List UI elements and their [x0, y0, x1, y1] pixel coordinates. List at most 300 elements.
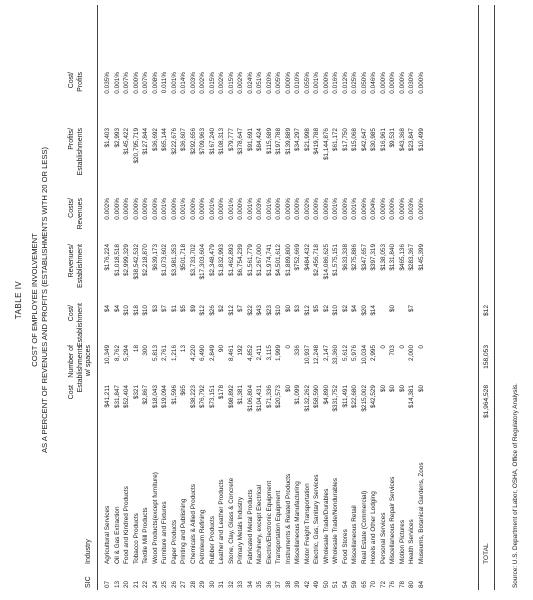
header-num-est-3: w/ spaces: [85, 345, 92, 377]
row-industry: Furniture and Fixtures: [161, 501, 168, 564]
header-cost-est-2: Establishment: [76, 303, 84, 347]
row-profit-per-establishment: $9,531: [389, 128, 396, 148]
row-cost-over-profit: 0.035%: [104, 72, 111, 94]
table-row: [274, 0, 284, 600]
row-cost-over-revenue: 0.000%: [237, 198, 244, 220]
table-row: [151, 0, 161, 600]
row-cost: $0: [379, 385, 387, 393]
row-revenue-per-establishment: $176,224: [104, 244, 111, 271]
row-cost: $1,381: [237, 385, 244, 405]
row-profit-per-establishment: $139,889: [284, 128, 292, 155]
total-label: TOTAL: [483, 543, 490, 564]
row-cost-over-profit: 0.016%: [332, 72, 339, 94]
row-cost-over-profit: 0.030%: [408, 72, 415, 94]
row-cost-per-establishment: $7: [161, 305, 168, 313]
row-cost-over-revenue: 0.000%: [322, 198, 330, 220]
table-row: [141, 0, 151, 600]
row-industry: Paper Products: [170, 519, 178, 564]
row-num-establishments: 0: [379, 345, 387, 349]
row-revenue-per-establishment: $38,542,532: [132, 244, 140, 280]
row-revenue-per-establishment: $501,718: [180, 244, 187, 271]
row-cost-over-profit: 0.005%: [275, 72, 282, 94]
row-profit-per-establishment: $1,144,876: [322, 128, 330, 160]
row-cost-over-profit: 0.024%: [246, 72, 254, 94]
row-cost-per-establishment: $10: [142, 305, 149, 316]
row-num-establishments: 90: [218, 345, 225, 353]
table-label: TABLE IV: [14, 280, 23, 320]
row-cost-over-revenue: 0.000%: [379, 198, 387, 220]
row-cost-over-revenue: 0.001%: [246, 198, 254, 220]
row-industry: Instruments & Related Products: [284, 473, 292, 564]
row-profit-per-establishment: $30,985: [370, 128, 377, 152]
row-cost-per-establishment: $0: [389, 305, 396, 313]
row-revenue-per-establishment: $1,974,741: [265, 244, 273, 276]
row-num-establishments: 2,761: [161, 345, 168, 361]
table-row: [265, 0, 275, 600]
row-industry: Food and Kindred Products: [123, 486, 130, 564]
row-industry: Real Estate (Commercial): [360, 490, 368, 564]
row-profit-per-establishment: $2,993: [113, 128, 121, 148]
row-revenue-per-establishment: $6,754,239: [237, 244, 244, 276]
row-cost: $98,892: [227, 385, 235, 409]
row-profit-per-establishment: $42,647: [360, 128, 368, 152]
table-row: [122, 0, 132, 600]
row-sic: 37: [275, 580, 282, 588]
row-profit-per-establishment: $419,788: [313, 128, 320, 155]
total-rule: [478, 5, 479, 590]
row-revenue-per-establishment: $2,218,870: [142, 244, 149, 276]
row-cost: $19,094: [161, 385, 168, 409]
row-revenue-per-establishment: $1,561,779: [246, 244, 254, 276]
row-industry: Chemicals & Allied Products: [189, 484, 197, 564]
row-profit-per-establishment: $10,499: [417, 128, 425, 152]
table-row: [369, 0, 379, 600]
row-cost-per-establishment: $5: [180, 305, 187, 313]
row-sic: 20: [123, 580, 130, 588]
row-cost-per-establishment: $7: [408, 305, 415, 313]
row-cost-per-establishment: $22: [246, 305, 254, 316]
row-num-establishments: 2,000: [408, 345, 415, 361]
row-revenue-per-establishment: $347,657: [360, 244, 368, 271]
row-cost-over-revenue: 0.000%: [113, 198, 121, 220]
row-cost: $22,680: [351, 385, 358, 409]
row-num-establishments: 1,999: [275, 345, 282, 361]
table-row: [179, 0, 189, 600]
table-row: [160, 0, 170, 600]
row-cost: $20,573: [275, 385, 282, 409]
row-cost-over-revenue: 0.003%: [256, 198, 263, 220]
row-profit-per-establishment: $36,607: [180, 128, 187, 152]
row-cost-per-establishment: $2: [322, 305, 330, 313]
row-cost-over-profit: 0.008%: [151, 72, 159, 94]
row-cost-over-revenue: 0.000%: [398, 198, 406, 220]
row-num-establishments: 3,115: [265, 345, 273, 361]
table-row: [360, 0, 370, 600]
row-num-establishments: 2,849: [208, 345, 216, 361]
row-revenue-per-establishment: $1,889,800: [284, 244, 292, 276]
row-profit-per-establishment: $23,847: [408, 128, 415, 152]
table-row: [208, 0, 218, 600]
row-revenue-per-establishment: $3,733,702: [189, 244, 197, 276]
row-cost-over-revenue: 0.001%: [351, 198, 358, 220]
row-sic: 80: [408, 580, 415, 588]
row-revenue-per-establishment: $484,432: [303, 244, 311, 271]
row-cost-per-establishment: $1: [170, 305, 178, 313]
bottom-rule: [494, 5, 495, 590]
header-industry: Industry: [85, 539, 92, 564]
row-cost-over-revenue: 0.001%: [265, 198, 273, 220]
row-cost-over-profit: 0.007%: [142, 72, 149, 94]
page-title: COST OF EMPLOYEE INVOLVEMENT: [30, 233, 39, 367]
row-cost-per-establishment: $5: [313, 305, 320, 313]
row-industry: Museums, Botanical Gardens, Zoos: [417, 462, 425, 564]
row-cost: $2,867: [142, 385, 149, 405]
row-cost-per-establishment: $18: [132, 305, 140, 316]
row-cost-over-revenue: 0.001%: [161, 198, 168, 220]
row-num-establishments: 6,490: [199, 345, 206, 361]
row-profit-per-establishment: $61,172: [332, 128, 339, 152]
row-sic: 27: [180, 580, 187, 588]
row-sic: 59: [351, 580, 358, 588]
table-row: [132, 0, 142, 600]
row-cost: $1,099: [294, 385, 301, 405]
table-row: [236, 0, 246, 600]
row-cost: $1,596: [170, 385, 178, 405]
row-cost-over-profit: 0.003%: [189, 72, 197, 94]
row-cost-over-revenue: 0.002%: [303, 198, 311, 220]
row-cost-per-establishment: $10: [332, 305, 339, 316]
table-row: [417, 0, 427, 600]
row-revenue-per-establishment: $2,456,718: [313, 244, 320, 276]
row-revenue-per-establishment: $639,173: [151, 244, 159, 271]
row-sic: 84: [417, 580, 425, 588]
table-row: [398, 0, 408, 600]
row-profit-per-establishment: $43,368: [398, 128, 406, 152]
row-num-establishments: 12,248: [313, 345, 320, 365]
total-cost-per-est: $12: [483, 305, 490, 317]
row-revenue-per-establishment: $17,303,604: [199, 244, 206, 280]
row-cost: $58,590: [313, 385, 320, 409]
row-num-establishments: 1,216: [170, 345, 178, 361]
header-rev-est-2: Establishment: [76, 244, 84, 288]
row-cost-over-profit: 0.010%: [294, 72, 301, 94]
row-revenue-per-establishment: $2,348,479: [208, 244, 216, 276]
row-sic: 29: [199, 580, 206, 588]
row-cost-per-establishment: $3: [151, 305, 159, 313]
header-cost-rev-2: Revenues: [76, 198, 84, 230]
row-cost-per-establishment: $9: [189, 305, 197, 313]
row-profit-per-establishment: $65,144: [161, 128, 168, 152]
row-cost: $52,404: [123, 385, 130, 409]
row-num-establishments: 0: [417, 345, 425, 349]
row-industry: Textile Mill Products: [142, 507, 149, 564]
row-num-establishments: 5,813: [151, 345, 159, 361]
row-sic: 78: [398, 580, 406, 588]
row-industry: Machinery, except Electrical: [256, 484, 263, 564]
page-subtitle: AS A PERCENT OF REVENUES AND PROFITS (ESTABLISHMENTS WITH 20 OR LESS): [40, 146, 49, 454]
row-cost-over-profit: 0.011%: [161, 72, 168, 94]
row-sic: 13: [113, 580, 121, 588]
row-profit-per-establishment: $127,844: [142, 128, 149, 155]
row-cost-over-revenue: 0.000%: [142, 198, 149, 220]
row-num-establishments: 192: [237, 345, 244, 356]
row-cost-per-establishment: $10: [123, 305, 130, 316]
table-row: [170, 0, 180, 600]
row-cost-per-establishment: $23: [265, 305, 273, 316]
header-cost: Cost: [68, 385, 75, 400]
row-industry: Food Stores: [341, 529, 349, 564]
row-revenue-per-establishment: $465,136: [398, 244, 406, 271]
row-cost: $76,792: [199, 385, 206, 409]
total-cost: $1,964,528: [483, 385, 490, 419]
row-cost-over-profit: 0.001%: [313, 72, 320, 94]
header-cost-rev-1: Costs/: [68, 198, 75, 218]
row-sic: 21: [132, 580, 140, 588]
row-profit-per-establishment: $709,963: [199, 128, 206, 155]
table-row: [113, 0, 123, 600]
row-cost: $0: [389, 385, 396, 393]
row-cost: $31,847: [113, 385, 121, 409]
header-prof-est-1: Profits/: [68, 128, 75, 150]
row-sic: 38: [284, 580, 292, 588]
row-profit-per-establishment: $16,961: [379, 128, 387, 152]
row-revenue-per-establishment: $1,462,893: [227, 244, 235, 276]
row-cost: $104,431: [256, 385, 263, 412]
row-cost: $132,262: [303, 385, 311, 412]
row-sic: 72: [379, 580, 387, 588]
row-num-establishments: 300: [142, 345, 149, 356]
row-cost: $321: [132, 385, 140, 400]
row-cost-over-profit: 0.000%: [284, 72, 292, 94]
row-revenue-per-establishment: $4,501,612: [275, 244, 282, 276]
row-sic: 49: [313, 580, 320, 588]
header-sic: SIC: [85, 576, 92, 588]
row-industry: Primary Metals Industry: [237, 496, 244, 564]
row-cost-per-establishment: $4: [104, 305, 111, 313]
row-revenue-per-establishment: $145,399: [417, 244, 425, 271]
row-cost-per-establishment: $4: [351, 305, 358, 313]
header-rev-est-1: Revenues/: [68, 244, 75, 278]
row-cost-per-establishment: $2: [341, 305, 349, 313]
table-row: [350, 0, 360, 600]
row-industry: Hotels and Other Lodging: [370, 491, 377, 564]
row-revenue-per-establishment: $1,267,000: [256, 244, 263, 276]
table-row: [189, 0, 199, 600]
row-num-establishments: 5,294: [123, 345, 130, 361]
row-cost-over-profit: 0.001%: [113, 72, 121, 94]
row-num-establishments: 336: [294, 345, 301, 356]
row-cost: $65: [180, 385, 187, 396]
row-industry: Leather and Leather Products: [218, 479, 225, 564]
row-revenue-per-establishment: $275,886: [351, 244, 358, 271]
row-cost-over-profit: 0.001%: [170, 72, 178, 94]
row-cost: $4,890: [322, 385, 330, 405]
row-cost: $0: [284, 385, 292, 393]
row-industry: Miscellaneous Manufacturing: [294, 481, 301, 564]
row-num-establishments: 33,360: [332, 345, 339, 365]
row-industry: Electric/Electronic Equipment: [265, 480, 273, 564]
row-sic: 28: [189, 580, 197, 588]
row-industry: Rubber Products: [208, 516, 216, 564]
row-cost-per-establishment: $26: [208, 305, 216, 316]
row-profit-per-establishment: $79,777: [227, 128, 235, 152]
header-cost-prof-2: Profits: [76, 72, 84, 92]
row-cost-over-profit: 0.000%: [132, 72, 140, 94]
row-cost-per-establishment: $14: [370, 305, 377, 316]
row-num-establishments: 4,220: [189, 345, 197, 361]
row-profit-per-establishment: $378,647: [237, 128, 244, 155]
row-num-establishments: 4,852: [246, 345, 254, 361]
row-sic: 33: [237, 580, 244, 588]
row-cost-over-profit: 0.002%: [218, 72, 225, 94]
row-num-establishments: 2,411: [256, 345, 263, 361]
row-cost-over-profit: 0.051%: [256, 72, 263, 94]
row-profit-per-establishment: $167,240: [208, 128, 216, 155]
header-num-est-1: Number of: [68, 345, 75, 378]
row-cost-per-establishment: $20: [360, 305, 368, 316]
row-num-establishments: 8,461: [227, 345, 235, 361]
table-row: [312, 0, 322, 600]
row-revenue-per-establishment: $283,367: [408, 244, 415, 271]
row-cost-over-revenue: 0.000%: [123, 198, 130, 220]
row-industry: Health Services: [408, 519, 415, 564]
row-profit-per-establishment: $115,689: [265, 128, 273, 155]
row-industry: Agricultural Services: [104, 505, 111, 564]
row-cost-over-profit: 0.012%: [341, 72, 349, 94]
row-cost-over-revenue: 0.001%: [227, 198, 235, 220]
row-num-establishments: 13: [180, 345, 187, 353]
row-cost-over-revenue: 0.002%: [104, 198, 111, 220]
table-row: [198, 0, 208, 600]
row-num-establishments: 703: [389, 345, 396, 356]
row-cost-over-profit: 0.007%: [123, 72, 130, 94]
row-cost-over-profit: 0.015%: [227, 72, 235, 94]
row-profit-per-establishment: $222,676: [170, 128, 178, 155]
row-revenue-per-establishment: $2,999,329: [123, 244, 130, 276]
row-industry: Petroleum Refining: [199, 509, 206, 564]
row-cost-over-revenue: 0.000%: [389, 198, 396, 220]
row-sic: 36: [265, 580, 273, 588]
row-revenue-per-establishment: $138,053: [379, 244, 387, 271]
row-cost: $11,491: [341, 385, 349, 408]
row-cost-over-revenue: 0.000%: [294, 198, 301, 220]
row-cost-per-establishment: $0: [284, 305, 292, 313]
row-num-establishments: 5,612: [341, 345, 349, 361]
row-industry: Personal Services: [379, 512, 387, 564]
row-cost-per-establishment: $10: [275, 305, 282, 316]
row-cost: $41,211: [104, 385, 111, 408]
row-profit-per-establishment: $292,656: [189, 128, 197, 155]
row-cost: $106,804: [246, 385, 254, 412]
row-cost-over-revenue: 0.000%: [151, 198, 159, 220]
row-cost-over-profit: 0.002%: [237, 72, 244, 94]
row-profit-per-establishment: $84,424: [256, 128, 263, 152]
row-sic: 39: [294, 580, 301, 588]
row-cost-over-revenue: 0.006%: [360, 198, 368, 220]
row-num-establishments: 0: [398, 345, 406, 349]
row-industry: Motor Freight Transportation: [303, 483, 311, 564]
row-sic: 31: [218, 580, 225, 588]
table-row: [217, 0, 227, 600]
row-sic: 35: [256, 580, 263, 588]
row-cost: $215,002: [360, 385, 368, 412]
row-cost-per-establishment: $3: [294, 305, 301, 313]
row-cost-over-profit: 0.025%: [351, 72, 358, 94]
table-row: [227, 0, 237, 600]
table-row: [407, 0, 417, 600]
row-cost-over-profit: 0.020%: [265, 72, 273, 94]
row-cost: $0: [398, 385, 406, 393]
row-num-establishments: 10,349: [104, 345, 111, 365]
row-industry: Miscellaneous Repair Services: [389, 476, 396, 564]
row-num-establishments: 0: [284, 345, 292, 349]
row-sic: 30: [208, 580, 216, 588]
row-sic: 22: [142, 580, 149, 588]
row-sic: 54: [341, 580, 349, 588]
row-sic: 34: [246, 580, 254, 588]
row-industry: Electric, Gas, Sanitary Services: [313, 474, 320, 564]
row-sic: 65: [360, 580, 368, 588]
row-industry: Printing and Publishing: [180, 498, 187, 564]
row-industry: Stone, Clay, Glass & Concrete: [227, 477, 235, 564]
row-revenue-per-establishment: $1,832,993: [218, 244, 225, 276]
row-revenue-per-establishment: $397,319: [370, 244, 377, 271]
table-row: [322, 0, 332, 600]
table-row: [303, 0, 313, 600]
row-num-establishments: 10,937: [303, 345, 311, 365]
table-row: [284, 0, 294, 600]
row-sic: 51: [332, 580, 339, 588]
row-sic: 07: [104, 580, 111, 588]
table-row: [331, 0, 341, 600]
table-row: [341, 0, 351, 600]
row-cost-over-profit: 0.050%: [360, 72, 368, 94]
row-profit-per-establishment: $17,750: [341, 128, 349, 152]
row-revenue-per-establishment: $1,018,518: [113, 244, 121, 276]
table-row: [103, 0, 113, 600]
row-cost-over-revenue: 0.000%: [313, 198, 320, 220]
row-cost: $14,381: [408, 385, 415, 409]
row-cost: $0: [417, 385, 425, 393]
source-note: Source: U.S. Department of Labor, OSHA, Office of Regulatory Analysis.: [512, 383, 519, 588]
row-sic: 76: [389, 580, 396, 588]
row-profit-per-establishment: $20,795,719: [132, 128, 140, 164]
row-cost: $178: [218, 385, 225, 400]
row-sic: 50: [322, 580, 330, 588]
row-cost: $42,529: [370, 385, 377, 409]
row-industry: Wholesale Trade/Nondurables: [332, 478, 339, 564]
row-cost-over-revenue: 0.001%: [180, 198, 187, 220]
row-cost-over-profit: 0.015%: [208, 72, 216, 94]
row-cost-over-profit: 0.014%: [180, 72, 187, 94]
row-cost-over-revenue: 0.004%: [370, 198, 377, 220]
row-profit-per-establishment: $145,422: [123, 128, 130, 155]
row-cost-over-profit: 0.000%: [398, 72, 406, 94]
total-num: 158,053: [483, 345, 490, 369]
row-sic: 24: [151, 580, 159, 588]
row-num-establishments: 10,034: [360, 345, 368, 365]
header-num-est-2: Establishments: [76, 345, 84, 393]
table-row: [388, 0, 398, 600]
table-row: [255, 0, 265, 600]
row-sic: 25: [161, 580, 168, 588]
row-cost-over-revenue: 0.000%: [170, 198, 178, 220]
row-revenue-per-establishment: $1,073,602: [161, 244, 168, 276]
row-industry: Motion Pictures: [398, 519, 406, 564]
row-revenue-per-establishment: $14,086,625: [322, 244, 330, 280]
row-num-establishments: 2,147: [322, 345, 330, 361]
row-cost-per-establishment: $7: [237, 305, 244, 313]
